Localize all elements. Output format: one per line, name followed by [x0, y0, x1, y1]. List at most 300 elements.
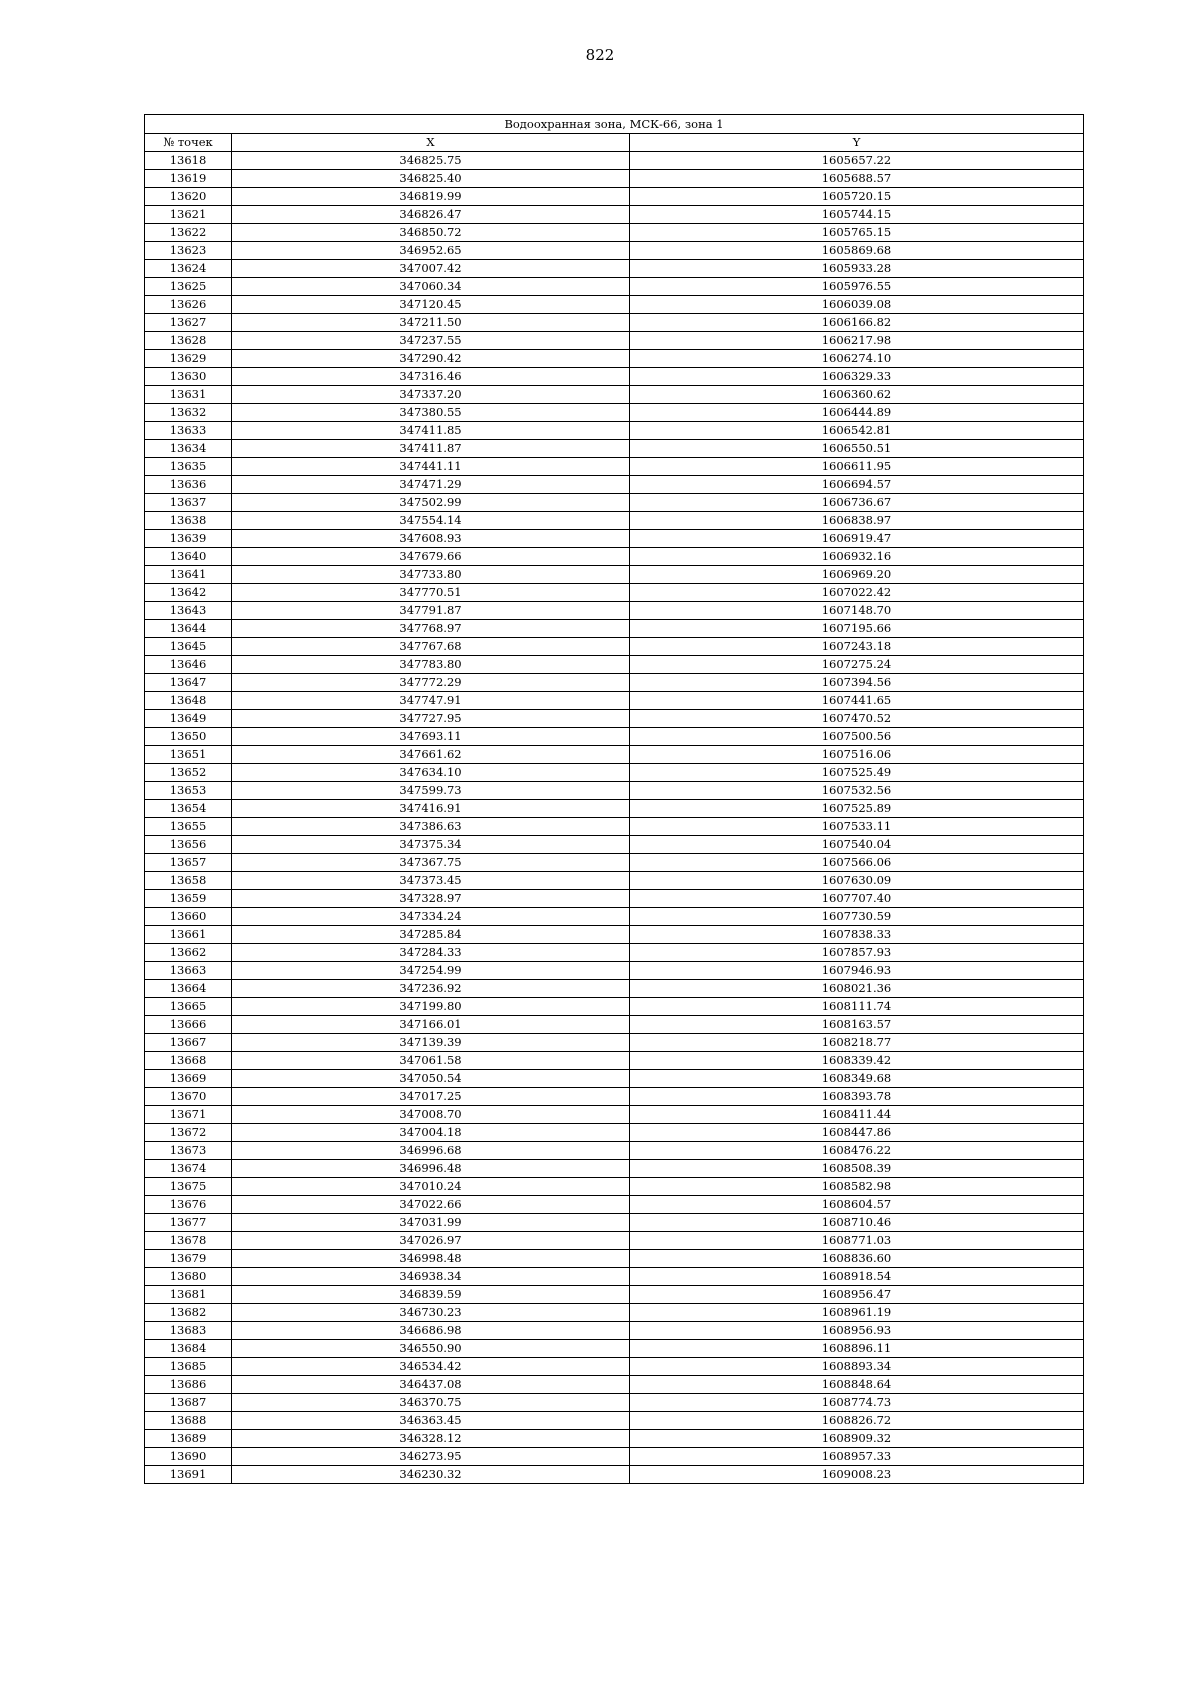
- x-coordinate-cell: 347316.46: [232, 368, 630, 386]
- point-number-cell: 13674: [145, 1160, 232, 1178]
- point-number-cell: 13671: [145, 1106, 232, 1124]
- table-row: [145, 620, 1084, 638]
- point-number-cell: 13627: [145, 314, 232, 332]
- point-number-cell: 13648: [145, 692, 232, 710]
- y-coordinate-cell: 1608349.68: [630, 1070, 1084, 1088]
- x-coordinate-cell: 347166.01: [232, 1016, 630, 1034]
- y-coordinate-cell: 1608710.46: [630, 1214, 1084, 1232]
- y-coordinate-cell: 1608447.86: [630, 1124, 1084, 1142]
- y-coordinate-cell: 1608956.93: [630, 1322, 1084, 1340]
- point-number-cell: 13677: [145, 1214, 232, 1232]
- x-coordinate-cell: 347502.99: [232, 494, 630, 512]
- x-coordinate-cell: 347386.63: [232, 818, 630, 836]
- table-row: [145, 728, 1084, 746]
- table-row: [145, 206, 1084, 224]
- y-coordinate-cell: 1608604.57: [630, 1196, 1084, 1214]
- y-coordinate-cell: 1607838.33: [630, 926, 1084, 944]
- point-number-cell: 13663: [145, 962, 232, 980]
- y-coordinate-cell: 1605744.15: [630, 206, 1084, 224]
- y-coordinate-cell: 1607540.04: [630, 836, 1084, 854]
- point-number-cell: 13636: [145, 476, 232, 494]
- x-coordinate-cell: 347367.75: [232, 854, 630, 872]
- point-number-cell: 13626: [145, 296, 232, 314]
- table-row: [145, 566, 1084, 584]
- point-number-cell: 13675: [145, 1178, 232, 1196]
- y-coordinate-cell: 1608893.34: [630, 1358, 1084, 1376]
- point-number-cell: 13632: [145, 404, 232, 422]
- table-row: [145, 1178, 1084, 1196]
- table-row: [145, 692, 1084, 710]
- point-number-cell: 13688: [145, 1412, 232, 1430]
- column-header-x: X: [232, 134, 630, 152]
- table-row: [145, 1412, 1084, 1430]
- x-coordinate-cell: 347554.14: [232, 512, 630, 530]
- y-coordinate-cell: 1607707.40: [630, 890, 1084, 908]
- table-row: [145, 476, 1084, 494]
- table-row: [145, 836, 1084, 854]
- table-row: [145, 908, 1084, 926]
- y-coordinate-cell: 1607946.93: [630, 962, 1084, 980]
- point-number-cell: 13660: [145, 908, 232, 926]
- x-coordinate-cell: 346230.32: [232, 1466, 630, 1484]
- point-number-cell: 13670: [145, 1088, 232, 1106]
- y-coordinate-cell: 1608774.73: [630, 1394, 1084, 1412]
- point-number-cell: 13689: [145, 1430, 232, 1448]
- point-number-cell: 13682: [145, 1304, 232, 1322]
- table-row: [145, 1466, 1084, 1484]
- y-coordinate-cell: 1605688.57: [630, 170, 1084, 188]
- table-body: [145, 152, 1084, 1484]
- point-number-cell: 13668: [145, 1052, 232, 1070]
- table-row: [145, 188, 1084, 206]
- x-coordinate-cell: 347120.45: [232, 296, 630, 314]
- table-row: [145, 674, 1084, 692]
- y-coordinate-cell: 1606542.81: [630, 422, 1084, 440]
- point-number-cell: 13665: [145, 998, 232, 1016]
- table-row: [145, 890, 1084, 908]
- table-row: [145, 1376, 1084, 1394]
- x-coordinate-cell: 347008.70: [232, 1106, 630, 1124]
- point-number-cell: 13691: [145, 1466, 232, 1484]
- x-coordinate-cell: 346819.99: [232, 188, 630, 206]
- x-coordinate-cell: 347031.99: [232, 1214, 630, 1232]
- x-coordinate-cell: 346996.48: [232, 1160, 630, 1178]
- table-row: [145, 710, 1084, 728]
- y-coordinate-cell: 1608393.78: [630, 1088, 1084, 1106]
- y-coordinate-cell: 1607275.24: [630, 656, 1084, 674]
- x-coordinate-cell: 347693.11: [232, 728, 630, 746]
- table-row: [145, 1268, 1084, 1286]
- y-coordinate-cell: 1605765.15: [630, 224, 1084, 242]
- table-row: [145, 440, 1084, 458]
- y-coordinate-cell: 1607630.09: [630, 872, 1084, 890]
- point-number-cell: 13672: [145, 1124, 232, 1142]
- y-coordinate-cell: 1607243.18: [630, 638, 1084, 656]
- point-number-cell: 13618: [145, 152, 232, 170]
- point-number-cell: 13661: [145, 926, 232, 944]
- point-number-cell: 13653: [145, 782, 232, 800]
- y-coordinate-cell: 1607857.93: [630, 944, 1084, 962]
- table-row: [145, 764, 1084, 782]
- point-number-cell: 13628: [145, 332, 232, 350]
- table-row: [145, 1286, 1084, 1304]
- point-number-cell: 13620: [145, 188, 232, 206]
- y-coordinate-cell: 1608582.98: [630, 1178, 1084, 1196]
- x-coordinate-cell: 347791.87: [232, 602, 630, 620]
- table-row: [145, 512, 1084, 530]
- y-coordinate-cell: 1607525.89: [630, 800, 1084, 818]
- table-row: [145, 260, 1084, 278]
- x-coordinate-cell: 347373.45: [232, 872, 630, 890]
- point-number-cell: 13687: [145, 1394, 232, 1412]
- table-row: [145, 980, 1084, 998]
- table-row: [145, 1160, 1084, 1178]
- point-number-cell: 13623: [145, 242, 232, 260]
- table-header-row: [145, 134, 1084, 152]
- table-row: [145, 314, 1084, 332]
- point-number-cell: 13621: [145, 206, 232, 224]
- y-coordinate-cell: 1608918.54: [630, 1268, 1084, 1286]
- y-coordinate-cell: 1608771.03: [630, 1232, 1084, 1250]
- point-number-cell: 13640: [145, 548, 232, 566]
- y-coordinate-cell: 1607500.56: [630, 728, 1084, 746]
- table-row: [145, 638, 1084, 656]
- y-coordinate-cell: 1605869.68: [630, 242, 1084, 260]
- coordinates-table: [144, 114, 1084, 1484]
- y-coordinate-cell: 1608836.60: [630, 1250, 1084, 1268]
- point-number-cell: 13673: [145, 1142, 232, 1160]
- x-coordinate-cell: 347411.87: [232, 440, 630, 458]
- table-row: [145, 404, 1084, 422]
- table-row: [145, 278, 1084, 296]
- point-number-cell: 13686: [145, 1376, 232, 1394]
- x-coordinate-cell: 347768.97: [232, 620, 630, 638]
- y-coordinate-cell: 1607022.42: [630, 584, 1084, 602]
- table-row: [145, 1304, 1084, 1322]
- x-coordinate-cell: 346550.90: [232, 1340, 630, 1358]
- x-coordinate-cell: 346850.72: [232, 224, 630, 242]
- table-row: [145, 422, 1084, 440]
- y-coordinate-cell: 1607516.06: [630, 746, 1084, 764]
- x-coordinate-cell: 347285.84: [232, 926, 630, 944]
- table-row: [145, 1232, 1084, 1250]
- point-number-cell: 13650: [145, 728, 232, 746]
- x-coordinate-cell: 346730.23: [232, 1304, 630, 1322]
- x-coordinate-cell: 346328.12: [232, 1430, 630, 1448]
- table-row: [145, 1052, 1084, 1070]
- point-number-cell: 13642: [145, 584, 232, 602]
- point-number-cell: 13681: [145, 1286, 232, 1304]
- point-number-cell: 13662: [145, 944, 232, 962]
- table-row: [145, 1394, 1084, 1412]
- table-row: [145, 152, 1084, 170]
- x-coordinate-cell: 347599.73: [232, 782, 630, 800]
- x-coordinate-cell: 347236.92: [232, 980, 630, 998]
- y-coordinate-cell: 1606166.82: [630, 314, 1084, 332]
- point-number-cell: 13652: [145, 764, 232, 782]
- point-number-cell: 13669: [145, 1070, 232, 1088]
- y-coordinate-cell: 1605976.55: [630, 278, 1084, 296]
- x-coordinate-cell: 346534.42: [232, 1358, 630, 1376]
- x-coordinate-cell: 346686.98: [232, 1322, 630, 1340]
- x-coordinate-cell: 347380.55: [232, 404, 630, 422]
- point-number-cell: 13645: [145, 638, 232, 656]
- table-row: [145, 872, 1084, 890]
- point-number-cell: 13680: [145, 1268, 232, 1286]
- y-coordinate-cell: 1605933.28: [630, 260, 1084, 278]
- point-number-cell: 13643: [145, 602, 232, 620]
- x-coordinate-cell: 347375.34: [232, 836, 630, 854]
- point-number-cell: 13619: [145, 170, 232, 188]
- y-coordinate-cell: 1609008.23: [630, 1466, 1084, 1484]
- table-row: [145, 818, 1084, 836]
- page-number: 822: [585, 46, 615, 64]
- x-coordinate-cell: 347661.62: [232, 746, 630, 764]
- point-number-cell: 13659: [145, 890, 232, 908]
- table-row: [145, 1196, 1084, 1214]
- table-row: [145, 1142, 1084, 1160]
- y-coordinate-cell: 1607394.56: [630, 674, 1084, 692]
- point-number-cell: 13625: [145, 278, 232, 296]
- point-number-cell: 13667: [145, 1034, 232, 1052]
- x-coordinate-cell: 347727.95: [232, 710, 630, 728]
- x-coordinate-cell: 347199.80: [232, 998, 630, 1016]
- point-number-cell: 13622: [145, 224, 232, 242]
- y-coordinate-cell: 1608896.11: [630, 1340, 1084, 1358]
- y-coordinate-cell: 1608909.32: [630, 1430, 1084, 1448]
- point-number-cell: 13637: [145, 494, 232, 512]
- point-number-cell: 13646: [145, 656, 232, 674]
- point-number-cell: 13649: [145, 710, 232, 728]
- y-coordinate-cell: 1608218.77: [630, 1034, 1084, 1052]
- table-row: [145, 746, 1084, 764]
- y-coordinate-cell: 1607470.52: [630, 710, 1084, 728]
- y-coordinate-cell: 1606694.57: [630, 476, 1084, 494]
- point-number-cell: 13635: [145, 458, 232, 476]
- y-coordinate-cell: 1607195.66: [630, 620, 1084, 638]
- y-coordinate-cell: 1605657.22: [630, 152, 1084, 170]
- x-coordinate-cell: 347004.18: [232, 1124, 630, 1142]
- table-row: [145, 944, 1084, 962]
- x-coordinate-cell: 347416.91: [232, 800, 630, 818]
- point-number-cell: 13690: [145, 1448, 232, 1466]
- y-coordinate-cell: 1608411.44: [630, 1106, 1084, 1124]
- point-number-cell: 13657: [145, 854, 232, 872]
- x-coordinate-cell: 346996.68: [232, 1142, 630, 1160]
- table-row: [145, 1214, 1084, 1232]
- x-coordinate-cell: 347026.97: [232, 1232, 630, 1250]
- x-coordinate-cell: 347060.34: [232, 278, 630, 296]
- y-coordinate-cell: 1606039.08: [630, 296, 1084, 314]
- table-row: [145, 1448, 1084, 1466]
- y-coordinate-cell: 1608476.22: [630, 1142, 1084, 1160]
- table-row: [145, 782, 1084, 800]
- table-row: [145, 1340, 1084, 1358]
- point-number-cell: 13679: [145, 1250, 232, 1268]
- point-number-cell: 13633: [145, 422, 232, 440]
- table-row: [145, 242, 1084, 260]
- x-coordinate-cell: 347783.80: [232, 656, 630, 674]
- y-coordinate-cell: 1606550.51: [630, 440, 1084, 458]
- y-coordinate-cell: 1608957.33: [630, 1448, 1084, 1466]
- table-row: [145, 656, 1084, 674]
- point-number-cell: 13638: [145, 512, 232, 530]
- y-coordinate-cell: 1608961.19: [630, 1304, 1084, 1322]
- x-coordinate-cell: 346826.47: [232, 206, 630, 224]
- y-coordinate-cell: 1607533.11: [630, 818, 1084, 836]
- y-coordinate-cell: 1607148.70: [630, 602, 1084, 620]
- point-number-cell: 13684: [145, 1340, 232, 1358]
- x-coordinate-cell: 347471.29: [232, 476, 630, 494]
- x-coordinate-cell: 347747.91: [232, 692, 630, 710]
- x-coordinate-cell: 347772.29: [232, 674, 630, 692]
- table-row: [145, 1034, 1084, 1052]
- x-coordinate-cell: 347411.85: [232, 422, 630, 440]
- x-coordinate-cell: 347334.24: [232, 908, 630, 926]
- table-row: [145, 1088, 1084, 1106]
- x-coordinate-cell: 347017.25: [232, 1088, 630, 1106]
- table-row: [145, 1250, 1084, 1268]
- table-row: [145, 1070, 1084, 1088]
- point-number-cell: 13685: [145, 1358, 232, 1376]
- table-row: [145, 350, 1084, 368]
- point-number-cell: 13644: [145, 620, 232, 638]
- x-coordinate-cell: 346437.08: [232, 1376, 630, 1394]
- x-coordinate-cell: 347328.97: [232, 890, 630, 908]
- y-coordinate-cell: 1608508.39: [630, 1160, 1084, 1178]
- y-coordinate-cell: 1607532.56: [630, 782, 1084, 800]
- y-coordinate-cell: 1606444.89: [630, 404, 1084, 422]
- point-number-cell: 13676: [145, 1196, 232, 1214]
- x-coordinate-cell: 347733.80: [232, 566, 630, 584]
- table-title-row: [145, 115, 1084, 134]
- point-number-cell: 13631: [145, 386, 232, 404]
- table-row: [145, 1016, 1084, 1034]
- table-row: [145, 548, 1084, 566]
- point-number-cell: 13634: [145, 440, 232, 458]
- x-coordinate-cell: 347139.39: [232, 1034, 630, 1052]
- x-coordinate-cell: 347770.51: [232, 584, 630, 602]
- y-coordinate-cell: 1607730.59: [630, 908, 1084, 926]
- y-coordinate-cell: 1606360.62: [630, 386, 1084, 404]
- x-coordinate-cell: 347010.24: [232, 1178, 630, 1196]
- column-header-point-number: № точек: [145, 134, 232, 152]
- point-number-cell: 13658: [145, 872, 232, 890]
- x-coordinate-cell: 347284.33: [232, 944, 630, 962]
- point-number-cell: 13651: [145, 746, 232, 764]
- table-row: [145, 368, 1084, 386]
- x-coordinate-cell: 347290.42: [232, 350, 630, 368]
- table-row: [145, 170, 1084, 188]
- table-row: [145, 1430, 1084, 1448]
- y-coordinate-cell: 1606932.16: [630, 548, 1084, 566]
- table-row: [145, 386, 1084, 404]
- table-row: [145, 962, 1084, 980]
- y-coordinate-cell: 1608956.47: [630, 1286, 1084, 1304]
- x-coordinate-cell: 346839.59: [232, 1286, 630, 1304]
- x-coordinate-cell: 346998.48: [232, 1250, 630, 1268]
- x-coordinate-cell: 347337.20: [232, 386, 630, 404]
- table-row: [145, 296, 1084, 314]
- y-coordinate-cell: 1608111.74: [630, 998, 1084, 1016]
- x-coordinate-cell: 347608.93: [232, 530, 630, 548]
- x-coordinate-cell: 347022.66: [232, 1196, 630, 1214]
- y-coordinate-cell: 1608339.42: [630, 1052, 1084, 1070]
- table-row: [145, 854, 1084, 872]
- table-row: [145, 584, 1084, 602]
- y-coordinate-cell: 1607566.06: [630, 854, 1084, 872]
- point-number-cell: 13678: [145, 1232, 232, 1250]
- x-coordinate-cell: 347254.99: [232, 962, 630, 980]
- y-coordinate-cell: 1606329.33: [630, 368, 1084, 386]
- column-header-y: Y: [630, 134, 1084, 152]
- x-coordinate-cell: 347767.68: [232, 638, 630, 656]
- point-number-cell: 13666: [145, 1016, 232, 1034]
- table-row: [145, 458, 1084, 476]
- x-coordinate-cell: 347441.11: [232, 458, 630, 476]
- table-row: [145, 926, 1084, 944]
- x-coordinate-cell: 347007.42: [232, 260, 630, 278]
- point-number-cell: 13654: [145, 800, 232, 818]
- x-coordinate-cell: 346825.40: [232, 170, 630, 188]
- point-number-cell: 13655: [145, 818, 232, 836]
- y-coordinate-cell: 1607525.49: [630, 764, 1084, 782]
- x-coordinate-cell: 346363.45: [232, 1412, 630, 1430]
- table-row: [145, 602, 1084, 620]
- point-number-cell: 13656: [145, 836, 232, 854]
- y-coordinate-cell: 1606736.67: [630, 494, 1084, 512]
- y-coordinate-cell: 1605720.15: [630, 188, 1084, 206]
- x-coordinate-cell: 347211.50: [232, 314, 630, 332]
- table-row: [145, 530, 1084, 548]
- table-row: [145, 1124, 1084, 1142]
- x-coordinate-cell: 346938.34: [232, 1268, 630, 1286]
- point-number-cell: 13639: [145, 530, 232, 548]
- table-row: [145, 1322, 1084, 1340]
- y-coordinate-cell: 1608848.64: [630, 1376, 1084, 1394]
- y-coordinate-cell: 1608021.36: [630, 980, 1084, 998]
- y-coordinate-cell: 1606274.10: [630, 350, 1084, 368]
- x-coordinate-cell: 346952.65: [232, 242, 630, 260]
- x-coordinate-cell: 346273.95: [232, 1448, 630, 1466]
- point-number-cell: 13630: [145, 368, 232, 386]
- y-coordinate-cell: 1606919.47: [630, 530, 1084, 548]
- table-row: [145, 1106, 1084, 1124]
- point-number-cell: 13664: [145, 980, 232, 998]
- y-coordinate-cell: 1608826.72: [630, 1412, 1084, 1430]
- y-coordinate-cell: 1608163.57: [630, 1016, 1084, 1034]
- y-coordinate-cell: 1607441.65: [630, 692, 1084, 710]
- point-number-cell: 13683: [145, 1322, 232, 1340]
- x-coordinate-cell: 347237.55: [232, 332, 630, 350]
- table-row: [145, 224, 1084, 242]
- y-coordinate-cell: 1606611.95: [630, 458, 1084, 476]
- table-row: [145, 1358, 1084, 1376]
- point-number-cell: 13647: [145, 674, 232, 692]
- y-coordinate-cell: 1606838.97: [630, 512, 1084, 530]
- x-coordinate-cell: 347050.54: [232, 1070, 630, 1088]
- y-coordinate-cell: 1606969.20: [630, 566, 1084, 584]
- point-number-cell: 13624: [145, 260, 232, 278]
- table-title: Водоохранная зона, МСК-66, зона 1: [145, 115, 1084, 134]
- table-row: [145, 998, 1084, 1016]
- x-coordinate-cell: 346825.75: [232, 152, 630, 170]
- point-number-cell: 13629: [145, 350, 232, 368]
- table-row: [145, 332, 1084, 350]
- table-row: [145, 494, 1084, 512]
- x-coordinate-cell: 347061.58: [232, 1052, 630, 1070]
- point-number-cell: 13641: [145, 566, 232, 584]
